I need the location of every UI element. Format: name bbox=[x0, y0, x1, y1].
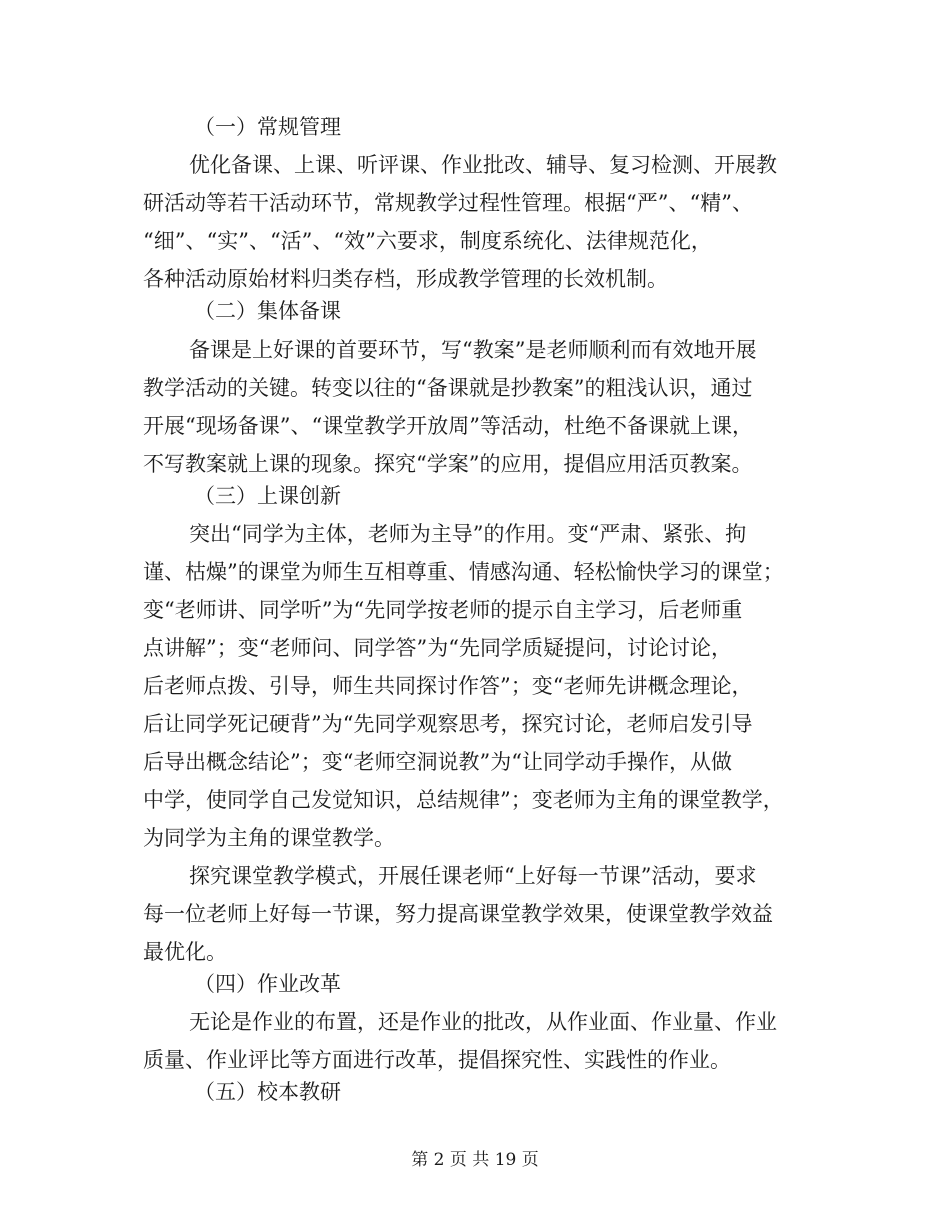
paragraph-line: 为同学为主角的课堂教学。 bbox=[143, 826, 395, 850]
paragraph-line: 后导出概念结论”；变“老师空洞说教”为“让同学动手操作，从做 bbox=[143, 750, 732, 774]
heading-routine-management: （一）常规管理 bbox=[194, 115, 341, 139]
paragraph-line: 每一位老师上好每一节课，努力提高课堂教学效果，使课堂教学效益 bbox=[143, 902, 773, 926]
paragraph-line: 教学活动的关键。转变以往的“备课就是抄教案”的粗浅认识，通过 bbox=[143, 376, 753, 400]
paragraph-line: 开展“现场备课”、“课堂教学开放周”等活动，杜绝不备课就上课， bbox=[143, 414, 753, 438]
paragraph-line: 最优化。 bbox=[143, 940, 227, 964]
paragraph-line: 质量、作业评比等方面进行改革，提倡探究性、实践性的作业。 bbox=[143, 1048, 731, 1072]
paragraph-line: 优化备课、上课、听评课、作业批改、辅导、复习检测、开展教 bbox=[189, 153, 777, 177]
heading-school-research: （五）校本教研 bbox=[194, 1080, 341, 1104]
paragraph-line: 谨、枯燥”的课堂为师生互相尊重、情感沟通、轻松愉快学习的课堂； bbox=[143, 560, 784, 584]
paragraph-line: “细”、“实”、“活”、“效”六要求，制度系统化、法律规范化， bbox=[143, 229, 712, 253]
paragraph-line: 探究课堂教学模式，开展任课老师“上好每一节课”活动，要求 bbox=[189, 864, 757, 888]
paragraph-line: 变“老师讲、同学听”为“先同学按老师的提示自主学习，后老师重 bbox=[143, 598, 743, 622]
paragraph-line: 研活动等若干活动环节，常规教学过程性管理。根据“严”、“精”、 bbox=[143, 191, 753, 215]
paragraph-line: 备课是上好课的首要环节，写“教案”是老师顺利而有效地开展 bbox=[189, 338, 757, 362]
paragraph-line: 点讲解”；变“老师问、同学答”为“先同学质疑提问，讨论讨论， bbox=[143, 636, 732, 660]
page-footer: 第 2 页 共 19 页 bbox=[411, 1150, 539, 1170]
paragraph-line: 各种活动原始材料归类存档，形成教学管理的长效机制。 bbox=[143, 267, 668, 291]
paragraph-line: 中学，使同学自己发觉知识，总结规律”；变老师为主角的课堂教学， bbox=[143, 788, 784, 812]
paragraph-line: 后老师点拨、引导，师生共同探讨作答”；变“老师先讲概念理论， bbox=[143, 674, 753, 698]
heading-homework-reform: （四）作业改革 bbox=[194, 972, 341, 996]
heading-class-innovation: （三）上课创新 bbox=[194, 484, 341, 508]
paragraph-line: 不写教案就上课的现象。探究“学案”的应用，提倡应用活页教案。 bbox=[143, 452, 753, 476]
paragraph-line: 突出“同学为主体，老师为主导”的作用。变“严肃、紧张、拘 bbox=[189, 522, 747, 546]
heading-collective-lesson-prep: （二）集体备课 bbox=[194, 299, 341, 323]
paragraph-line: 无论是作业的布置，还是作业的批改，从作业面、作业量、作业 bbox=[189, 1010, 777, 1034]
paragraph-line: 后让同学死记硬背”为“先同学观察思考，探究讨论，老师启发引导 bbox=[143, 712, 753, 736]
